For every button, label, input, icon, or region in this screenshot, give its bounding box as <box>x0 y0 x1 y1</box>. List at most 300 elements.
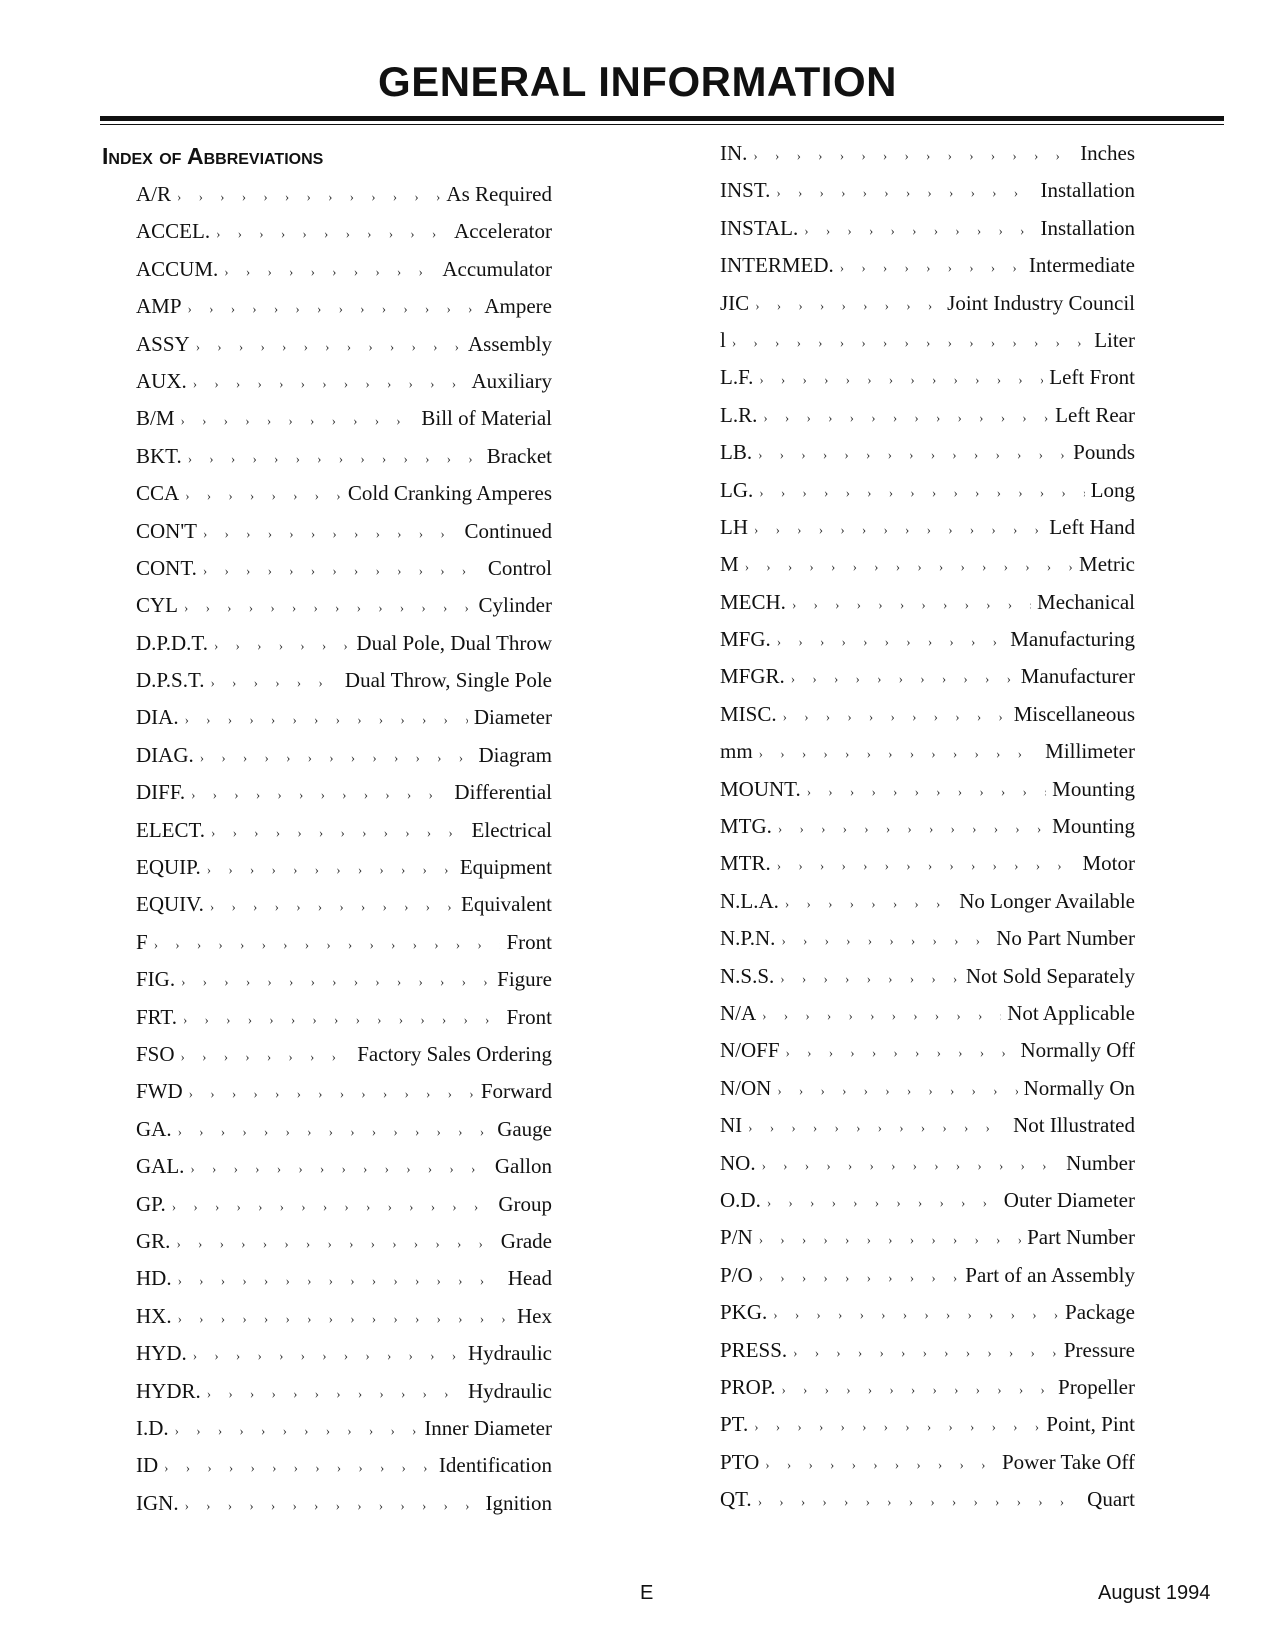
dot-leader <box>762 1008 1001 1024</box>
abbreviation: MTG. <box>720 814 772 839</box>
dot-leader <box>193 1348 462 1364</box>
abbreviation-entry <box>136 1229 552 1266</box>
dot-leader <box>172 1199 493 1215</box>
abbreviation-meaning: Outer Diameter <box>1003 1187 1135 1212</box>
abbreviation: ELECT. <box>136 817 206 842</box>
dot-leader <box>762 1158 1061 1174</box>
abbreviation: NI <box>720 1113 743 1138</box>
dot-leader <box>792 597 1031 613</box>
abbreviation: IN. <box>720 141 748 165</box>
abbreviation: mm <box>720 739 753 764</box>
dot-leader <box>178 1311 511 1327</box>
abbreviation-meaning: Accumulator <box>442 256 552 281</box>
abbreviation: CCA <box>136 481 180 506</box>
abbreviation-entry <box>720 926 1135 963</box>
dot-leader <box>207 1386 462 1402</box>
abbreviation-meaning: Assembly <box>468 331 552 356</box>
abbreviation-entry <box>720 1038 1135 1075</box>
dot-leader <box>753 148 1074 164</box>
dot-leader <box>759 1232 1021 1248</box>
abbreviation-entry <box>136 892 552 929</box>
abbreviation-meaning: Pounds <box>1073 440 1135 465</box>
abbreviation: MTR. <box>720 851 771 876</box>
dot-leader <box>786 1045 1015 1061</box>
abbreviation: ASSY <box>136 331 190 356</box>
abbreviation-entry <box>136 967 552 1004</box>
abbreviation: L.F. <box>720 365 754 390</box>
abbreviation-entry <box>136 1491 552 1528</box>
dot-leader <box>191 787 448 803</box>
abbreviation-meaning: Continued <box>464 518 552 543</box>
abbreviation: GAL. <box>136 1154 185 1179</box>
abbreviation-entry <box>136 182 552 219</box>
dot-leader <box>196 339 462 355</box>
abbreviation: GP. <box>136 1191 166 1216</box>
dot-leader <box>210 899 455 915</box>
abbreviation-entry <box>136 855 552 892</box>
dot-leader <box>759 1270 960 1286</box>
abbreviation-entry <box>136 1005 552 1042</box>
abbreviation-meaning: Mounting <box>1052 776 1135 801</box>
abbreviation-meaning: Mounting <box>1052 814 1135 839</box>
dot-leader <box>181 413 416 429</box>
dot-leader <box>759 485 1084 501</box>
abbreviation-entry <box>720 1001 1135 1038</box>
abbreviation-meaning: Package <box>1065 1300 1135 1325</box>
abbreviation-entry <box>136 294 552 331</box>
abbreviation: I.D. <box>136 1415 169 1440</box>
abbreviation-meaning: Differential <box>454 780 552 805</box>
abbreviation: ACCUM. <box>136 256 219 281</box>
dot-leader <box>777 858 1077 874</box>
abbreviation-meaning: No Longer Available <box>959 888 1135 913</box>
dot-leader <box>781 933 990 949</box>
dot-leader <box>216 226 448 242</box>
abbreviation-meaning: Electrical <box>471 817 552 842</box>
abbreviation: FRT. <box>136 1004 177 1029</box>
dot-leader <box>154 937 501 953</box>
abbreviation-meaning: Left Hand <box>1049 514 1135 539</box>
abbreviation-meaning: Not Applicable <box>1007 1000 1135 1025</box>
dot-leader <box>791 671 1015 687</box>
abbreviation-meaning: Accelerator <box>454 219 552 244</box>
abbreviation-meaning: Front <box>506 1004 552 1029</box>
abbreviation: GA. <box>136 1116 172 1141</box>
dot-leader <box>164 1460 433 1476</box>
dot-leader <box>759 746 1040 762</box>
abbreviation-meaning: Bill of Material <box>421 406 552 431</box>
abbreviation-meaning: Part of an Assembly <box>965 1262 1135 1287</box>
dot-leader <box>778 821 1046 837</box>
dot-leader <box>765 1457 996 1473</box>
abbreviation-entry <box>720 814 1135 851</box>
abbreviation-meaning: Dual Pole, Dual Throw <box>356 630 552 655</box>
abbreviation-entry <box>136 332 552 369</box>
dot-leader <box>210 675 338 691</box>
abbreviation-entry <box>720 1338 1135 1375</box>
abbreviation: DIA. <box>136 705 179 730</box>
abbreviation-entry <box>720 216 1135 253</box>
dot-leader <box>804 223 1034 239</box>
abbreviation: AMP <box>136 294 182 319</box>
dot-leader <box>178 1273 502 1289</box>
abbreviation-entry <box>136 818 552 855</box>
abbreviation-meaning: Cold Cranking Amperes <box>347 481 552 506</box>
abbreviation-meaning: Ampere <box>484 294 552 319</box>
abbreviation-entry <box>136 1416 552 1453</box>
abbreviation-meaning: Dual Throw, Single Pole <box>344 668 552 693</box>
abbreviation-entry <box>136 743 552 780</box>
abbreviation-entry <box>136 257 552 294</box>
abbreviation-meaning: Grade <box>500 1228 552 1253</box>
abbreviation: D.P.D.T. <box>136 630 208 655</box>
abbreviation: CYL <box>136 593 178 618</box>
dot-leader <box>176 1236 494 1252</box>
dot-leader <box>185 712 468 728</box>
abbreviation-entry <box>136 219 552 256</box>
abbreviation-meaning: Ignition <box>485 1490 552 1515</box>
abbreviation-meaning: Manufacturer <box>1020 664 1135 689</box>
abbreviation-meaning: Factory Sales Ordering <box>357 1041 552 1066</box>
page-title: GENERAL INFORMATION <box>378 58 897 105</box>
abbreviation-meaning: Miscellaneous <box>1013 701 1135 726</box>
abbreviation-meaning: Mechanical <box>1037 589 1135 614</box>
abbreviation-entry <box>720 328 1135 365</box>
abbreviation: FWD <box>136 1079 183 1104</box>
abbreviation-entry <box>720 851 1135 888</box>
abbreviation: N/A <box>720 1000 757 1025</box>
abbreviation-entry <box>720 1113 1135 1150</box>
dot-leader <box>793 1345 1058 1361</box>
abbreviation-meaning: Millimeter <box>1045 739 1135 764</box>
abbreviation: A/R <box>136 182 172 206</box>
abbreviation-meaning: Normally On <box>1023 1075 1135 1100</box>
abbreviation: BKT. <box>136 443 182 468</box>
abbreviation: N/OFF <box>720 1038 780 1063</box>
abbreviation-meaning: As Required <box>446 182 552 206</box>
abbreviation: HYDR. <box>136 1378 201 1403</box>
abbreviation: P/O <box>720 1262 753 1287</box>
abbreviation-entry <box>720 515 1135 552</box>
abbreviation: PTO <box>720 1449 760 1474</box>
abbreviation-meaning: Long <box>1090 477 1135 502</box>
abbreviation: HYD. <box>136 1341 187 1366</box>
dot-leader <box>175 1423 419 1439</box>
abbreviation: M <box>720 552 739 577</box>
dot-leader <box>773 1307 1059 1323</box>
abbreviation-entry <box>136 780 552 817</box>
abbreviation-meaning: Propeller <box>1058 1374 1135 1399</box>
abbreviation-entry <box>720 552 1135 589</box>
abbreviation: F <box>136 929 148 954</box>
abbreviation-entry <box>136 930 552 967</box>
abbreviation: MFGR. <box>720 664 785 689</box>
abbreviation-meaning: Inches <box>1080 141 1135 165</box>
dot-leader <box>211 825 466 841</box>
abbreviation: O.D. <box>720 1187 761 1212</box>
dot-leader <box>776 185 1034 201</box>
abbreviation-entry <box>136 668 552 705</box>
abbreviation: ID <box>136 1453 159 1478</box>
abbreviation: PT. <box>720 1412 749 1437</box>
abbreviation: IGN. <box>136 1490 179 1515</box>
abbreviation-entry <box>720 403 1135 440</box>
abbreviation: PKG. <box>720 1300 768 1325</box>
dot-leader <box>203 526 459 542</box>
abbreviation-meaning: Installation <box>1040 178 1135 203</box>
abbreviation: N.P.N. <box>720 926 776 951</box>
abbreviation-meaning: Normally Off <box>1020 1038 1135 1063</box>
abbreviation: P/N <box>720 1225 753 1250</box>
abbreviation-meaning: Gallon <box>494 1154 552 1179</box>
abbreviation-meaning: Diameter <box>473 705 552 730</box>
abbreviation-entry <box>720 627 1135 664</box>
abbreviation-list-right <box>720 141 1135 1524</box>
abbreviation: ACCEL. <box>136 219 211 244</box>
abbreviation: PROP. <box>720 1374 776 1399</box>
abbreviation-meaning: Auxiliary <box>471 368 552 393</box>
dot-leader <box>188 301 479 317</box>
abbreviation-entry <box>720 1225 1135 1262</box>
abbreviation-entry <box>136 444 552 481</box>
dot-leader <box>783 709 1008 725</box>
abbreviation: QT. <box>720 1487 752 1512</box>
abbreviation: EQUIV. <box>136 892 204 917</box>
abbreviation-meaning: Liter <box>1094 327 1135 352</box>
dot-leader <box>207 862 454 878</box>
abbreviation: CON'T <box>136 518 197 543</box>
dot-leader <box>807 784 1046 800</box>
abbreviation-meaning: Intermediate <box>1028 253 1135 278</box>
abbreviation-meaning: Pressure <box>1063 1337 1135 1362</box>
abbreviation-entry <box>136 406 552 443</box>
dot-leader <box>190 1161 488 1177</box>
dot-leader <box>745 559 1073 575</box>
abbreviation-entry <box>720 1450 1135 1487</box>
abbreviation: INTERMED. <box>720 253 834 278</box>
title-rule-thick <box>100 116 1224 121</box>
dot-leader <box>759 372 1043 388</box>
abbreviation: MFG. <box>720 627 771 652</box>
abbreviation-entry <box>720 141 1135 178</box>
abbreviation-entry <box>720 1412 1135 1449</box>
abbreviation-entry <box>720 1300 1135 1337</box>
abbreviation: L.R. <box>720 402 758 427</box>
abbreviation: D.P.S.T. <box>136 668 205 693</box>
dot-leader <box>203 563 482 579</box>
abbreviation-meaning: Head <box>507 1266 552 1291</box>
dot-leader <box>214 638 350 654</box>
dot-leader <box>184 600 473 616</box>
abbreviation-entry <box>136 1079 552 1116</box>
abbreviation: DIAG. <box>136 742 194 767</box>
abbreviation-meaning: Gauge <box>497 1116 552 1141</box>
dot-leader <box>732 335 1088 351</box>
abbreviation-meaning: Point, Pint <box>1046 1412 1135 1437</box>
abbreviation: l <box>720 327 726 352</box>
abbreviation-meaning: Quart <box>1087 1487 1135 1512</box>
abbreviation-meaning: Joint Industry Council <box>947 290 1135 315</box>
abbreviation-meaning: Not Sold Separately <box>965 963 1135 988</box>
abbreviation-meaning: Motor <box>1082 851 1135 876</box>
abbreviation: INST. <box>720 178 771 203</box>
dot-leader <box>780 971 960 987</box>
dot-leader <box>754 522 1043 538</box>
abbreviation-meaning: Hydraulic <box>468 1378 552 1403</box>
abbreviation-entry <box>720 777 1135 814</box>
section-heading: Index of Abbreviations <box>102 143 324 169</box>
abbreviation-meaning: Metric <box>1079 552 1135 577</box>
abbreviation-entry <box>136 519 552 556</box>
dot-leader <box>758 1494 1081 1510</box>
abbreviation-entry <box>720 964 1135 1001</box>
abbreviation-meaning: Figure <box>497 967 552 992</box>
abbreviation-entry <box>720 1151 1135 1188</box>
abbreviation-meaning: Hex <box>517 1303 552 1328</box>
abbreviation-meaning: Not Illustrated <box>1013 1113 1135 1138</box>
abbreviation-entry <box>720 664 1135 701</box>
dot-leader <box>785 896 953 912</box>
dot-leader <box>181 1049 352 1065</box>
abbreviation: PRESS. <box>720 1337 788 1362</box>
abbreviation: FIG. <box>136 967 176 992</box>
abbreviation-meaning: Inner Diameter <box>424 1415 552 1440</box>
abbreviation-entry <box>136 1453 552 1490</box>
abbreviation: NO. <box>720 1150 756 1175</box>
abbreviation-meaning: Bracket <box>486 443 552 468</box>
dot-leader <box>185 488 342 504</box>
abbreviation: LG. <box>720 477 754 502</box>
abbreviation-meaning: Front <box>506 929 552 954</box>
abbreviation-entry <box>136 1117 552 1154</box>
dot-leader <box>188 451 481 467</box>
abbreviation: AUX. <box>136 368 187 393</box>
abbreviation-entry <box>136 1042 552 1079</box>
abbreviation: B/M <box>136 406 175 431</box>
abbreviation-entry <box>720 253 1135 290</box>
abbreviation: FSO <box>136 1041 175 1066</box>
dot-leader <box>763 410 1049 426</box>
abbreviation: LB. <box>720 440 753 465</box>
abbreviation: HX. <box>136 1303 172 1328</box>
dot-leader <box>748 1120 1007 1136</box>
abbreviation: MISC. <box>720 701 777 726</box>
dot-leader <box>758 447 1067 463</box>
abbreviation: HD. <box>136 1266 172 1291</box>
dot-leader <box>781 1382 1052 1398</box>
dot-leader <box>181 974 491 990</box>
abbreviation: DIFF. <box>136 780 186 805</box>
dot-leader <box>189 1086 475 1102</box>
dot-leader <box>755 298 941 314</box>
abbreviation-meaning: Part Number <box>1027 1225 1135 1250</box>
dot-leader <box>193 376 466 392</box>
dot-leader <box>777 1083 1017 1099</box>
revision-date: August 1994 <box>1098 1582 1211 1604</box>
abbreviation-entry <box>136 556 552 593</box>
abbreviation-entry <box>720 1076 1135 1113</box>
abbreviation-meaning: Identification <box>438 1453 552 1478</box>
abbreviation-entry <box>720 478 1135 515</box>
abbreviation-entry <box>720 702 1135 739</box>
abbreviation: N.S.S. <box>720 963 775 988</box>
abbreviation-meaning: Hydraulic <box>468 1341 552 1366</box>
abbreviation: MOUNT. <box>720 776 801 801</box>
abbreviation-entry <box>720 739 1135 776</box>
dot-leader <box>183 1012 501 1028</box>
abbreviation-meaning: Group <box>498 1191 552 1216</box>
abbreviation-meaning: Equipment <box>459 855 552 880</box>
abbreviation-entry <box>720 590 1135 627</box>
abbreviation-meaning: Manufacturing <box>1010 627 1135 652</box>
abbreviation-entry <box>720 365 1135 402</box>
abbreviation-entry <box>720 1188 1135 1225</box>
abbreviation-meaning: Forward <box>480 1079 552 1104</box>
abbreviation-meaning: Left Front <box>1049 365 1135 390</box>
abbreviation-entry <box>720 178 1135 215</box>
abbreviation-entry <box>136 1304 552 1341</box>
dot-leader <box>178 1124 492 1140</box>
abbreviation: MECH. <box>720 589 786 614</box>
abbreviation-meaning: Left Rear <box>1055 402 1135 427</box>
abbreviation-meaning: Control <box>487 555 552 580</box>
abbreviation-meaning: Number <box>1066 1150 1135 1175</box>
abbreviation: N/ON <box>720 1075 772 1100</box>
abbreviation-entry <box>720 440 1135 477</box>
abbreviation-entry <box>720 889 1135 926</box>
abbreviation-meaning: Equivalent <box>461 892 552 917</box>
abbreviation: N.L.A. <box>720 888 779 913</box>
abbreviation: LH <box>720 514 748 539</box>
abbreviation-entry <box>136 1379 552 1416</box>
abbreviation-meaning: Diagram <box>478 742 552 767</box>
abbreviation-entry <box>720 291 1135 328</box>
abbreviation: CONT. <box>136 555 197 580</box>
abbreviation: EQUIP. <box>136 855 201 880</box>
abbreviation-meaning: Installation <box>1040 215 1135 240</box>
abbreviation-entry <box>136 481 552 518</box>
abbreviation-entry <box>136 1266 552 1303</box>
abbreviation-entry <box>136 593 552 630</box>
abbreviation-entry <box>720 1487 1135 1524</box>
abbreviation-meaning: Power Take Off <box>1001 1449 1135 1474</box>
abbreviation-entry <box>136 631 552 668</box>
dot-leader <box>777 634 1004 650</box>
abbreviation: INSTAL. <box>720 215 799 240</box>
abbreviation-entry <box>720 1263 1135 1300</box>
abbreviation-meaning: No Part Number <box>996 926 1135 951</box>
abbreviation-entry <box>136 1341 552 1378</box>
abbreviation-entry <box>136 369 552 406</box>
abbreviation-entry <box>136 1154 552 1191</box>
abbreviation: GR. <box>136 1228 171 1253</box>
abbreviation-entry <box>720 1375 1135 1412</box>
abbreviation-entry <box>136 705 552 742</box>
abbreviation-list-left <box>136 182 552 1528</box>
title-rule-thin <box>100 124 1224 125</box>
abbreviation-entry <box>136 1192 552 1229</box>
dot-leader <box>185 1498 480 1514</box>
dot-leader <box>224 264 436 280</box>
abbreviation: JIC <box>720 290 750 315</box>
dot-leader <box>840 260 1023 276</box>
dot-leader <box>754 1419 1040 1435</box>
dot-leader <box>177 189 440 205</box>
dot-leader <box>767 1195 998 1211</box>
dot-leader <box>200 750 473 766</box>
page-number: E <box>640 1582 654 1604</box>
abbreviation-meaning: Cylinder <box>478 593 552 618</box>
